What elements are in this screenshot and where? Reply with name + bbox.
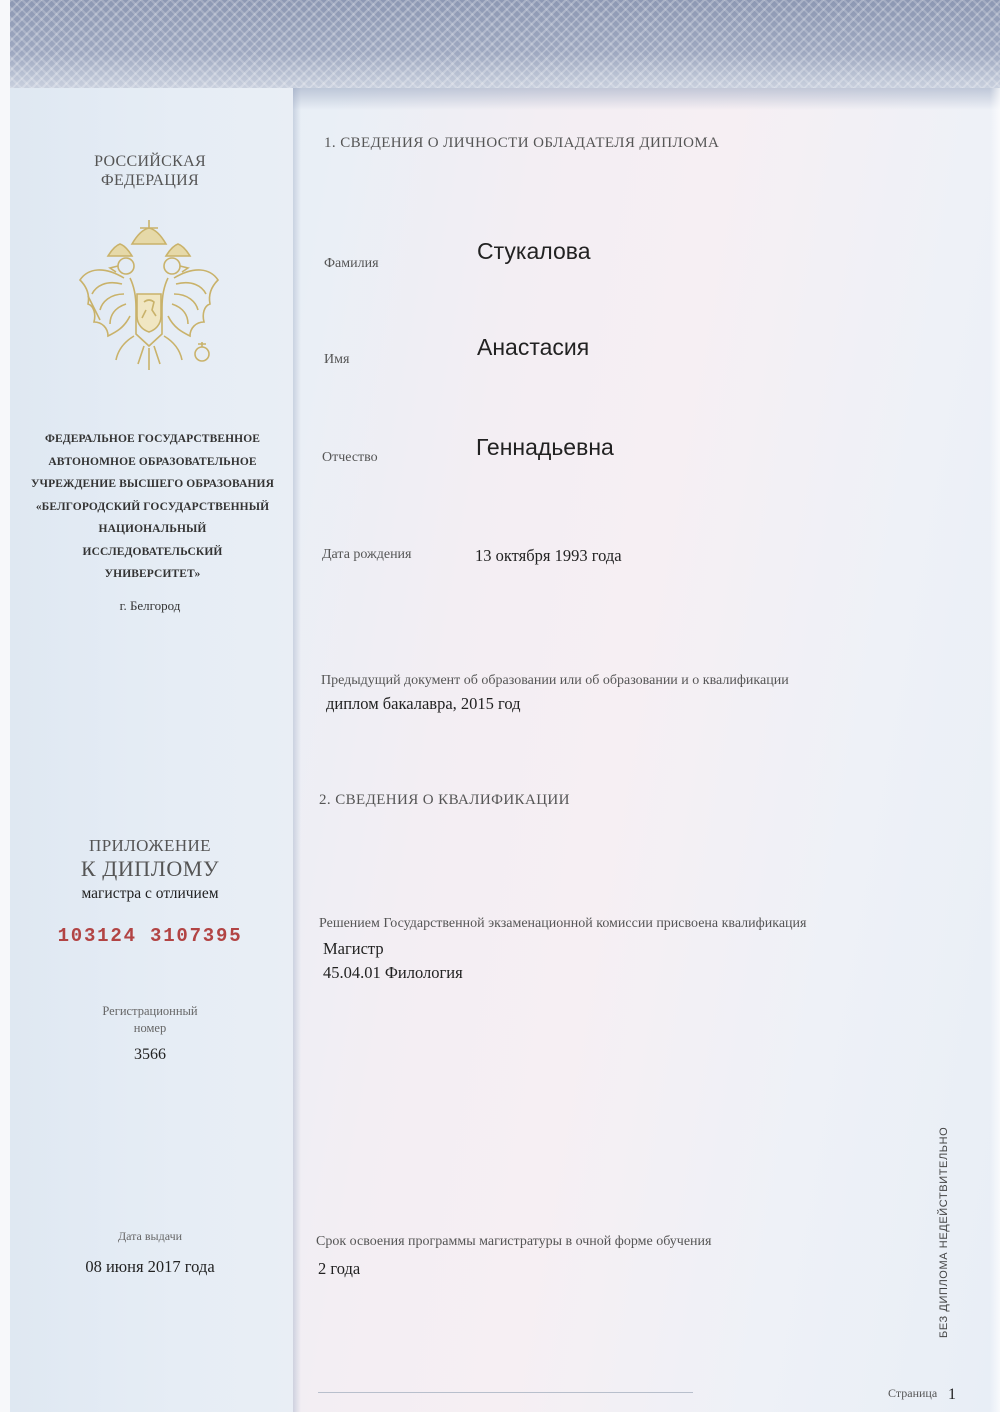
- institution-line: НАЦИОНАЛЬНЫЙ ИССЛЕДОВАТЕЛЬСКИЙ: [82, 523, 223, 558]
- institution-line: «БЕЛГОРОДСКИЙ ГОСУДАРСТВЕННЫЙ: [35, 500, 270, 513]
- column-separator: [293, 88, 301, 1412]
- study-term-value: 2 года: [318, 1259, 361, 1278]
- section-1-title: 1. СВЕДЕНИЯ О ЛИЧНОСТИ ОБЛАДАТЕЛЯ ДИПЛОМА: [324, 135, 720, 151]
- page-number: 1: [948, 1386, 956, 1403]
- specialty-value: 45.04.01 Филология: [323, 963, 463, 982]
- surname-label: Фамилия: [324, 256, 379, 271]
- institution-line: УЧРЕЖДЕНИЕ ВЫСШЕГО ОБРАЗОВАНИЯ: [31, 478, 274, 490]
- scan-edge: [0, 0, 10, 1412]
- patronymic-label: Отчество: [322, 450, 378, 465]
- country-name: [60, 152, 240, 190]
- qualification-decision-label: Решением Государственной экзаменационной комиссии присвоена квалификация: [319, 916, 807, 931]
- degree-type: магистра с отличием: [81, 885, 219, 902]
- institution-line: УНИВЕРСИТЕТ»: [104, 568, 201, 580]
- qualification-value: Магистр: [323, 939, 384, 958]
- page-label: Страница: [888, 1386, 938, 1400]
- name-value: Анастасия: [477, 334, 590, 360]
- study-term-label: Срок освоения программы магистратуры в очной форме обучения: [316, 1234, 712, 1249]
- birth-date-value: 13 октября 1993 года: [475, 546, 622, 565]
- registration-label: [60, 1003, 240, 1037]
- city: г. Белгород: [119, 598, 181, 613]
- bottom-rule: [318, 1392, 693, 1393]
- country-line-2: ФЕДЕРАЦИЯ: [101, 172, 199, 189]
- serial-number: 103124 3107395: [57, 925, 243, 947]
- country-line-1: РОССИЙСКАЯ: [94, 153, 206, 170]
- section-2-title: 2. СВЕДЕНИЯ О КВАЛИФИКАЦИИ: [319, 792, 570, 808]
- registration-number: 3566: [134, 1046, 166, 1063]
- coat-of-arms-icon: [74, 216, 224, 381]
- previous-document-label: Предыдущий документ об образовании или об образовании и о квалификации: [321, 673, 789, 688]
- previous-document-value: диплом бакалавра, 2015 год: [326, 694, 521, 713]
- validity-note: БЕЗ ДИПЛОМА НЕДЕЙСТВИТЕЛЬНО: [938, 1126, 950, 1338]
- institution-line: ФЕДЕРАЛЬНОЕ ГОСУДАРСТВЕННОЕ: [44, 433, 261, 445]
- appendix-subtitle: К ДИПЛОМУ: [80, 856, 220, 881]
- birth-date-label: Дата рождения: [322, 547, 412, 562]
- registration-label-line-1: Регистрационный: [102, 1004, 198, 1018]
- patronymic-value: Геннадьевна: [476, 434, 614, 460]
- institution-name: [30, 428, 275, 586]
- registration-label-line-2: номер: [133, 1021, 167, 1035]
- right-edge: [990, 88, 1000, 1412]
- surname-value: Стукалова: [477, 238, 591, 264]
- issue-date-label: Дата выдачи: [117, 1229, 183, 1243]
- issue-date: 08 июня 2017 года: [85, 1257, 215, 1276]
- institution-line: АВТОНОМНОЕ ОБРАЗОВАТЕЛЬНОЕ: [48, 455, 257, 468]
- name-label: Имя: [324, 352, 350, 367]
- appendix-title: ПРИЛОЖЕНИЕ: [89, 836, 211, 855]
- guilloche-band: [10, 0, 1000, 88]
